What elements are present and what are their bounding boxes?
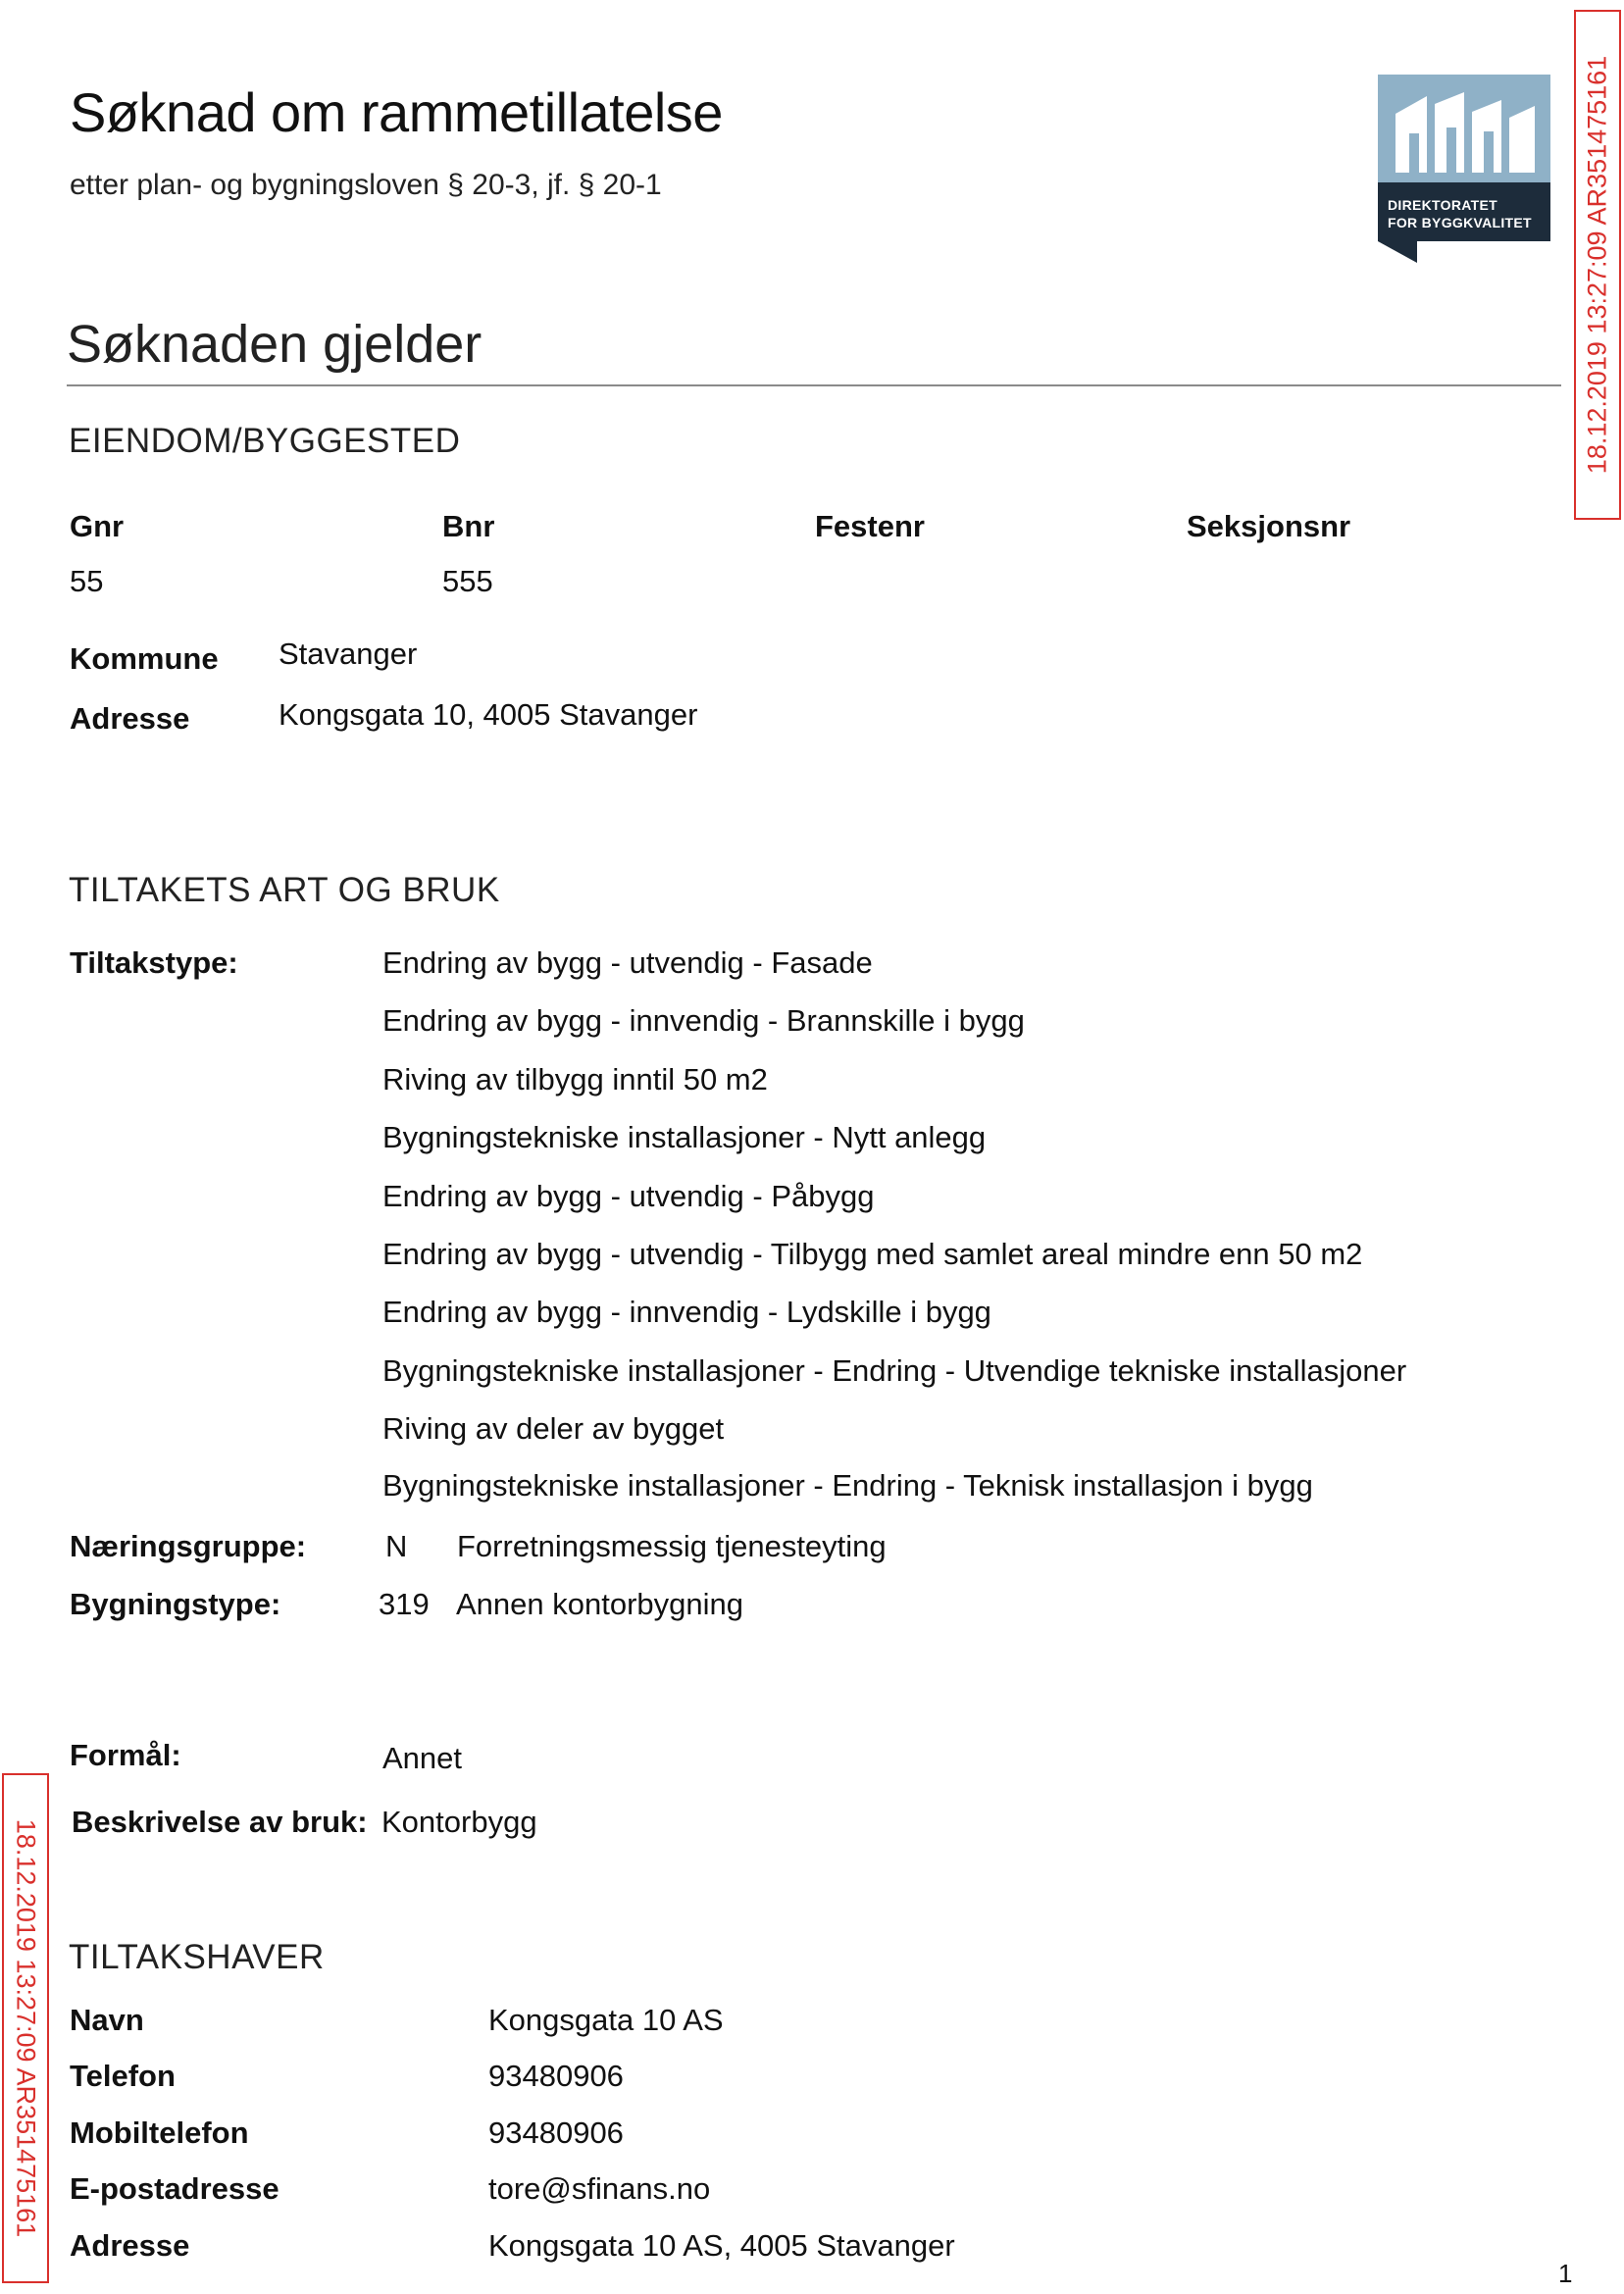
owner-phone-value: 93480906 <box>488 2059 624 2093</box>
tiltakstype-item: Endring av bygg - innvendig - Lydskille i bygg <box>382 1295 991 1329</box>
tiltakstype-item: Riving av deler av bygget <box>382 1411 725 1446</box>
tiltakstype-item: Bygningstekniske installasjoner - Endring - Utvendige tekniske installasjoner <box>382 1353 1407 1388</box>
beskrivelse-value: Kontorbygg <box>381 1805 537 1839</box>
gnr-label: Gnr <box>70 509 125 543</box>
owner-mobile-label: Mobiltelefon <box>70 2116 249 2150</box>
festenr-label: Festenr <box>815 509 925 543</box>
owner-email-value: tore@sfinans.no <box>488 2171 711 2206</box>
naeringsgruppe-code: N <box>385 1529 408 1563</box>
beskrivelse-label: Beskrivelse av bruk: <box>72 1805 368 1839</box>
archive-stamp-text: 18.12.2019 13:27:09 AR351475161 <box>1582 55 1612 475</box>
naeringsgruppe-label: Næringsgruppe: <box>70 1529 307 1563</box>
kommune-label: Kommune <box>70 641 219 676</box>
archive-stamp-top <box>1574 10 1621 520</box>
section-heading-property: EIENDOM/BYGGESTED <box>69 422 461 460</box>
formaal-label: Formål: <box>70 1738 181 1772</box>
owner-name-value: Kongsgata 10 AS <box>488 2003 724 2037</box>
archive-stamp-side <box>2 1773 49 2283</box>
owner-mobile-value: 93480906 <box>488 2116 624 2150</box>
section-heading-measure: TILTAKETS ART OG BRUK <box>69 871 500 909</box>
owner-phone-label: Telefon <box>70 2059 176 2093</box>
bygningstype-code: 319 <box>379 1587 430 1621</box>
owner-address-value: Kongsgata 10 AS, 4005 Stavanger <box>488 2228 955 2263</box>
document-subtitle: etter plan- og bygningsloven § 20-3, jf. § 20-1 <box>70 169 662 201</box>
tiltakstype-item: Bygningstekniske installasjoner - Nytt anlegg <box>382 1120 987 1154</box>
owner-name-label: Navn <box>70 2003 144 2037</box>
tiltakstype-label: Tiltakstype: <box>70 945 238 980</box>
tiltakstype-item: Endring av bygg - innvendig - Brannskille i bygg <box>382 1003 1025 1038</box>
tiltakstype-item: Bygningstekniske installasjoner - Endring - Teknisk installasjon i bygg <box>382 1468 1313 1503</box>
gnr-value: 55 <box>70 564 104 598</box>
section-heading-owner: TILTAKSHAVER <box>69 1938 325 1976</box>
logo-text-line1: DIREKTORATET <box>1388 197 1497 213</box>
kommune-value: Stavanger <box>279 637 418 671</box>
dibk-logo-graphic <box>1378 75 1550 267</box>
page-number: 1 <box>1558 2259 1573 2288</box>
archive-stamp-text: 18.12.2019 13:27:09 AR351475161 <box>11 1818 41 2238</box>
document-title: Søknad om rammetillatelse <box>70 81 723 143</box>
tiltakstype-item: Endring av bygg - utvendig - Fasade <box>382 945 873 980</box>
formaal-value: Annet <box>382 1741 463 1775</box>
owner-email-label: E-postadresse <box>70 2171 279 2206</box>
tiltakstype-item: Endring av bygg - utvendig - Tilbygg med samlet areal mindre enn 50 m2 <box>382 1237 1363 1271</box>
owner-address-label: Adresse <box>70 2228 190 2263</box>
bnr-label: Bnr <box>442 509 495 543</box>
seksjonsnr-label: Seksjonsnr <box>1187 509 1351 543</box>
logo-text-line2: FOR BYGGKVALITET <box>1388 215 1532 230</box>
naeringsgruppe-value: Forretningsmessig tjenesteyting <box>457 1529 887 1563</box>
tiltakstype-item: Endring av bygg - utvendig - Påbygg <box>382 1179 875 1213</box>
property-address-value: Kongsgata 10, 4005 Stavanger <box>279 697 698 732</box>
bygningstype-label: Bygningstype: <box>70 1587 281 1621</box>
property-address-label: Adresse <box>70 701 190 736</box>
dibk-logo <box>1378 75 1550 267</box>
bnr-value: 555 <box>442 564 493 598</box>
bygningstype-value: Annen kontorbygning <box>456 1587 744 1621</box>
tiltakstype-item: Riving av tilbygg inntil 50 m2 <box>382 1062 768 1096</box>
section-title-applies: Søknaden gjelder <box>67 315 482 374</box>
section-divider <box>67 384 1561 386</box>
